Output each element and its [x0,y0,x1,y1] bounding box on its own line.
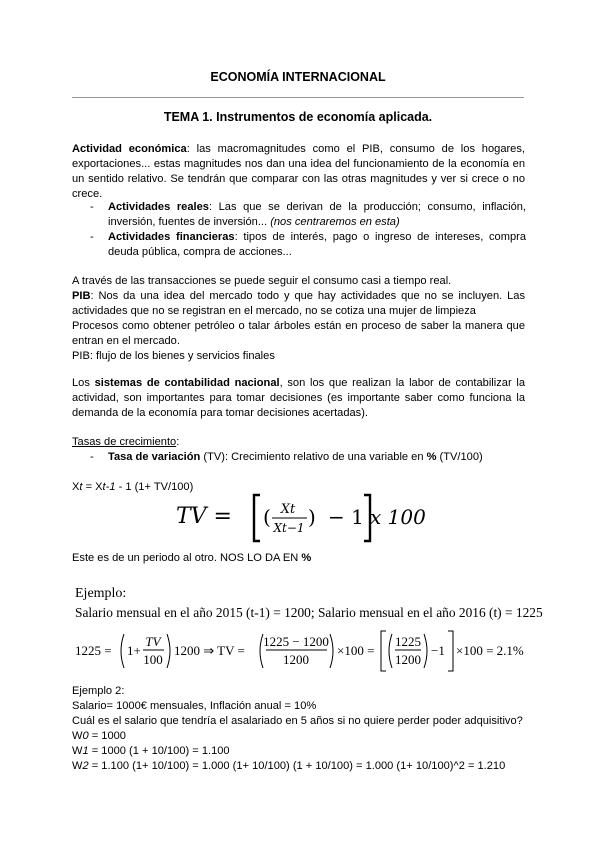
tasas-colon: : [176,436,180,448]
tv-formula-display [176,491,436,543]
document-title: ECONOMÍA INTERNACIONAL [210,70,386,84]
calc-tv: TV [145,634,161,649]
sistemas-text: , son los que realizan la labor de contabilizar la actividad, son importantes para tomar decisiones (es importante saber como funciona la demanda de la economía para tomar decisiones acertadas). [72,377,526,419]
note-percent: % [301,552,312,564]
transacciones-line: A través de las transacciones se puede seguir el consumo casi a tiempo real. [72,275,452,287]
bullet-marker: - [90,231,94,243]
w-letter: W [72,745,83,757]
left-bracket [254,495,260,541]
bullet-actividades-financieras [108,230,526,260]
bullet-marker: - [90,451,94,463]
xt-t-1: t-1 [102,481,116,493]
calc-paren [424,634,427,668]
tv-denominator: Xt−1 [273,521,305,535]
w-index: 2 [82,760,89,772]
bullet-text: : tipos de interés, pago o ingreso de intereses, compra deuda pública, compra de acciones... [108,231,526,258]
w-value: = 1000 (1 + 10/100) = 1.100 [88,745,230,757]
calc-paren [167,634,170,668]
w1-line [72,744,542,759]
tasas-heading-text: Tasas de crecimiento [72,436,177,448]
calc-bracket [381,631,386,671]
title-divider [72,97,524,98]
periodo-note [72,551,525,566]
tasas-heading [72,435,525,450]
calc-implies: 1200 ⇒ TV = [174,643,245,658]
calc-minus1: −1 [431,643,445,658]
ejemplo2-salario: Salario= 1000€ mensuales, Inflación anual = 10% [72,700,317,712]
ejemplo-title: Ejemplo: [75,586,127,601]
w-value: = 1.100 (1+ 10/100) = 1.000 (1+ 10/100) (1 + 10/100) = 1.000 (1+ 10/100)^2 = 1.210 [88,760,506,772]
w-index: 0 [82,730,89,742]
calc-hundred: 100 [143,652,163,667]
bullet-text: (TV): Crecimiento relativo de una variable en [200,451,427,463]
w0-line [72,729,542,744]
pib-text: : Nos da una idea del mercado todo y que hay actividades que no se incluyen. Las actividades que no se registran en el mercado, no se cotiza una mujer de limpieza [72,290,525,317]
close-paren: ) [308,505,316,529]
xt-t: t [79,481,83,493]
calc-lhs: 1225 = [75,643,112,658]
calc-frac2-den: 1200 [395,652,421,667]
bullet-actividades-reales [108,200,526,230]
sistemas-paragraph [72,376,525,421]
pib-definition [72,289,525,319]
ejemplo2-pregunta: Cuál es el salario que tendría el asalariado en 5 años si no quiere perder poder adquisitivo? [72,715,523,727]
bullet-tasa-variacion [108,450,526,465]
actividad-paragraph [72,142,525,202]
ejemplo-salario-line: Salario mensual en el año 2015 (t-1) = 1200; Salario mensual en el año 2016 (t) = 1225 [75,605,543,620]
xt-x: X [72,481,80,493]
w2-line [72,759,542,774]
calc-paren [389,634,392,668]
w-letter: W [72,760,83,772]
tv-minus-one: − 1 [328,505,364,529]
bullet-term: Actividades reales [108,201,209,213]
tv-numerator: Xt [280,502,296,517]
actividad-text: : las macromagnitudes como el PIB, consumo de los hogares, exportaciones... estas magnitudes nos dan una idea del funcionamiento de la economía en un sentido relativo. Se tendrán que comparar con las otras magnitudes y ver si crece o no crece. [72,143,525,200]
tv-x100: x 100 [370,505,426,529]
ejemplo2-title: Ejemplo 2: [72,685,125,697]
calc-one-plus: 1+ [127,643,141,658]
xt-rest: - 1 (1+ TV/100) [115,481,194,493]
ejemplo-calculation [75,628,535,674]
open-paren: ( [263,505,271,529]
calc-frac-den: 1200 [283,652,309,667]
ejemplo2-block [72,684,542,774]
note-text: Este es de un periodo al otro. NOS LO DA EN [72,552,302,564]
bullet-end: (TV/100) [436,451,483,463]
calc-paren [121,634,124,668]
xt-eq: = X [82,481,103,493]
w-letter: W [72,730,83,742]
calc-result: ×100 = 2.1% [456,643,524,658]
bullet-text: : Las que se derivan de la producción; consumo, inflación, inversión, fuentes de inversión... [108,201,526,228]
w-index: 1 [82,745,89,757]
calc-frac2-num: 1225 [395,634,421,649]
percent-sign: % [426,451,437,463]
calc-frac-num: 1225 − 1200 [263,634,329,649]
pib-term: PIB [72,290,91,302]
calc-x100: ×100 = [337,643,375,658]
pib-flujo-line: PIB: flujo de los bienes y servicios finales [72,350,275,362]
calc-bracket [448,631,453,671]
actividad-term: Actividad económica [72,143,187,155]
pib-block [72,274,525,364]
sistemas-term: sistemas de contabilidad nacional [94,377,280,389]
w-value: = 1000 [88,730,126,742]
bullet-marker: - [90,201,94,213]
tv-lhs: TV = [176,504,232,529]
tema-heading: TEMA 1. Instrumentos de economía aplicada. [163,110,433,124]
bullet-term: Actividades financieras [108,231,235,243]
sistemas-pre: Los [72,377,95,389]
calc-paren [330,634,333,668]
bullet-note: (nos centraremos en esta) [270,216,400,228]
procesos-line: Procesos como obtener petróleo o talar árboles están en proceso de saber la manera que entran en el mercado. [72,320,525,347]
bullet-term: Tasa de variación [108,451,201,463]
